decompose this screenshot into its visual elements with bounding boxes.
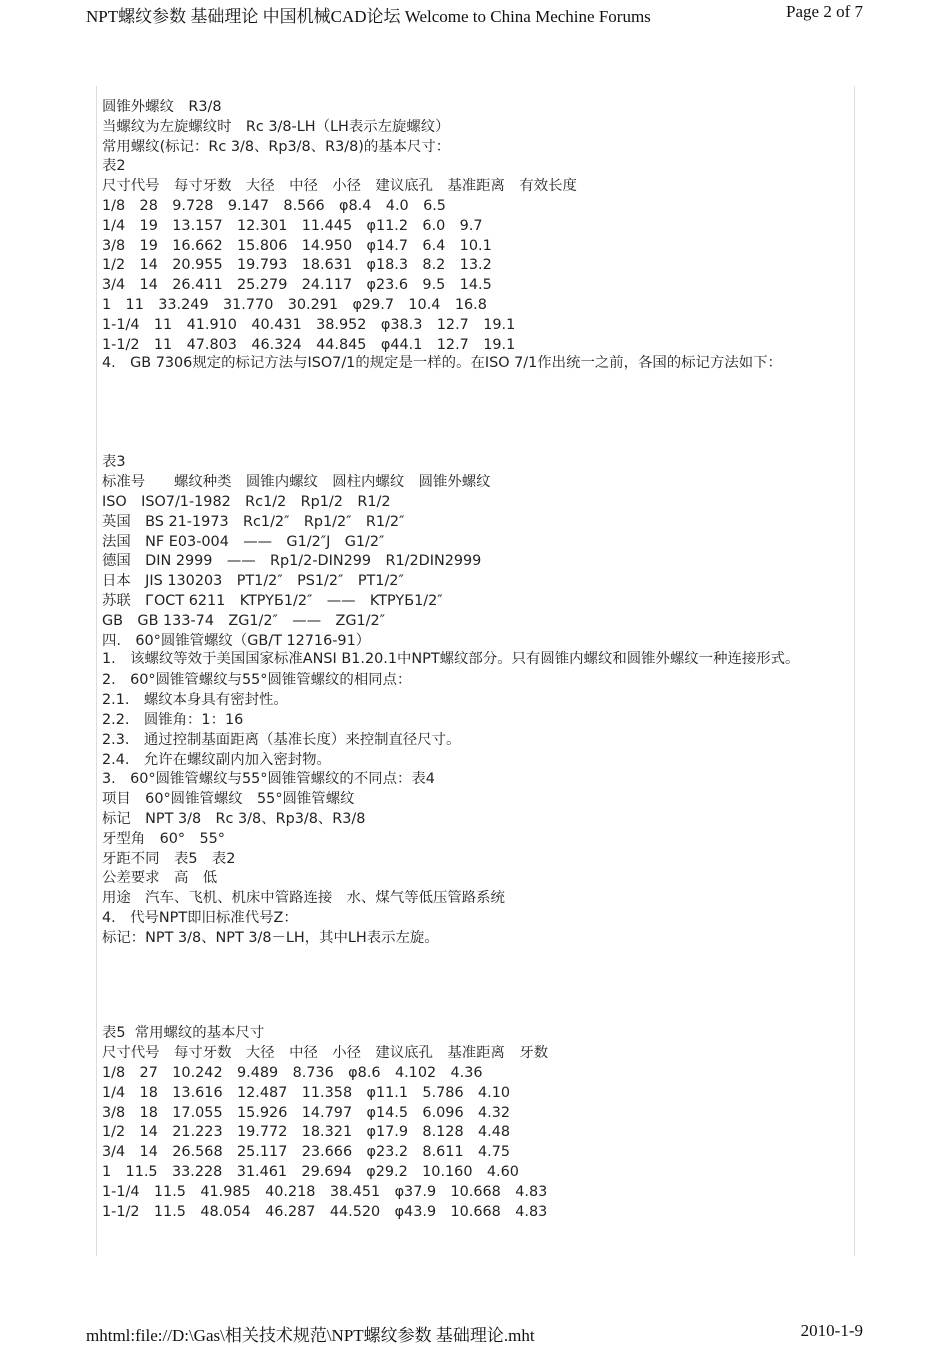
text-line: 公差要求 高 低 — [102, 870, 218, 887]
text-line: 1-1/4 11.5 41.985 40.218 38.451 φ37.9 10.668 4.83 — [102, 1183, 548, 1200]
section-table3 — [102, 453, 842, 651]
text-line: 3/8 19 16.662 15.806 14.950 φ14.7 6.4 10.1 — [102, 237, 492, 254]
text-line: 日本 JIS 130203 PT1/2″ PS1/2″ PT1/2″ — [102, 573, 404, 590]
text-line: 1-1/2 11 47.803 46.324 44.845 φ44.1 12.7 19.1 — [102, 336, 516, 353]
text-line: 表5 常用螺纹的基本尺寸 — [102, 1025, 265, 1042]
page-number: Page 2 of 7 — [786, 2, 863, 21]
text-line: 3/8 18 17.055 15.926 14.797 φ14.5 6.096 4.32 — [102, 1104, 511, 1121]
print-header — [0, 2, 950, 28]
text-line: 1-1/4 11 41.910 40.431 38.952 φ38.3 12.7 19.1 — [102, 316, 516, 333]
text-line: 德国 DIN 2999 —— Rp1/2-DIN299 R1/2DIN2999 — [102, 553, 482, 570]
text-line: 英国 BS 21-1973 Rc1/2″ Rp1/2″ R1/2″ — [102, 513, 405, 530]
text-line: 2. 60°圆锥管螺纹与55°圆锥管螺纹的相同点： — [102, 672, 412, 689]
text-line: 1-1/2 11.5 48.054 46.287 44.520 φ43.9 10.668 4.83 — [102, 1203, 548, 1220]
text-line: 标记 NPT 3/8 Rc 3/8、Rp3/8、R3/8 — [102, 810, 366, 827]
blank-gap — [102, 948, 842, 1024]
text-line: ISO ISO7/1-1982 Rc1/2 Rp1/2 R1/2 — [102, 493, 391, 510]
text-line: 1/2 14 21.223 19.772 18.321 φ17.9 8.128 4.48 — [102, 1124, 511, 1141]
text-line: 苏联 ГОСТ 6211 KTPYБ1/2″ —— KTPYБ1/2″ — [102, 592, 443, 609]
document-body — [102, 98, 842, 1222]
text-line: 1/8 27 10.242 9.489 8.736 φ8.6 4.102 4.36 — [102, 1065, 483, 1082]
text-line: 四. 60°圆锥管螺纹（GB/T 12716-91） — [102, 632, 371, 649]
section-table5 — [102, 1024, 842, 1222]
print-footer — [0, 1321, 950, 1343]
paragraph-gb7306: 4. GB 7306规定的标记方法与ISO7/1的规定是一样的。在ISO 7/1作出统一之前，各国的标记方法如下： — [102, 355, 782, 372]
text-line: 2.3. 通过控制基面距离（基准长度）来控制直径尺寸。 — [102, 731, 461, 748]
header-title: NPT螺纹参数 基础理论 中国机械CAD论坛 Welcome to China Mechine Forums — [86, 7, 651, 26]
text-line: 1/4 18 13.616 12.487 11.358 φ11.1 5.786 4.10 — [102, 1084, 511, 1101]
text-line: 表2 — [102, 158, 126, 175]
text-line: 1 11.5 33.228 31.461 29.694 φ29.2 10.160 4.60 — [102, 1164, 519, 1181]
section-table2 — [102, 98, 842, 355]
text-line: 标准号 螺纹种类 圆锥内螺纹 圆柱内螺纹 圆锥外螺纹 — [102, 474, 491, 491]
text-line: 法国 NF E03-004 —— G1/2″J G1/2″ — [102, 533, 385, 550]
text-line: 标记：NPT 3/8、NPT 3/8－LH，其中LH表示左旋。 — [102, 929, 439, 946]
text-line: 牙距不同 表5 表2 — [102, 850, 236, 867]
text-line: 尺寸代号 每寸牙数 大径 中径 小径 建议底孔 基准距离 有效长度 — [102, 178, 577, 195]
text-line: 表3 — [102, 454, 126, 471]
text-line: 圆锥外螺纹 R3/8 — [102, 99, 222, 115]
text-line: 3/4 14 26.411 25.279 24.117 φ23.6 9.5 14.5 — [102, 277, 492, 294]
text-line: 常用螺纹(标记：Rc 3/8、Rp3/8、R3/8)的基本尺寸： — [102, 138, 451, 155]
text-line: 4. 代号NPT即旧标准代号Z： — [102, 909, 298, 926]
section-npt — [102, 671, 842, 948]
text-line: 项目 60°圆锥管螺纹 55°圆锥管螺纹 — [102, 791, 355, 808]
print-date: 2010-1-9 — [800, 1321, 863, 1340]
text-line: 3. 60°圆锥管螺纹与55°圆锥管螺纹的不同点：表4 — [102, 771, 435, 788]
text-line: 1 11 33.249 31.770 30.291 φ29.7 10.4 16.8 — [102, 296, 487, 313]
text-line: GB GB 133-74 ZG1/2″ —— ZG1/2″ — [102, 612, 386, 629]
text-line: 牙型角 60° 55° — [102, 830, 225, 847]
text-line: 1/8 28 9.728 9.147 8.566 φ8.4 4.0 6.5 — [102, 197, 446, 214]
paragraph-ansi: 1. 该螺纹等效于美国国家标准ANSI B1.20.1中NPT螺纹部分。只有圆锥内螺纹和圆锥外螺纹一种连接形式。 — [102, 651, 800, 668]
text-line: 2.2. 圆锥角：1：16 — [102, 711, 244, 728]
text-line: 2.1. 螺纹本身具有密封性。 — [102, 692, 288, 709]
text-line: 用途 汽车、飞机、机床中管路连接 水、煤气等低压管路系统 — [102, 890, 505, 907]
file-path: mhtml:file://D:\Gas\相关技术规范\NPT螺纹参数 基础理论.mht — [86, 1326, 535, 1345]
text-line: 2.4. 允许在螺纹副内加入密封物。 — [102, 751, 331, 768]
text-line: 3/4 14 26.568 25.117 23.666 φ23.2 8.611 4.75 — [102, 1144, 511, 1161]
text-line: 当螺纹为左旋螺纹时 Rc 3/8-LH（LH表示左旋螺纹） — [102, 118, 450, 135]
blank-gap — [102, 375, 842, 453]
text-line: 1/4 19 13.157 12.301 11.445 φ11.2 6.0 9.7 — [102, 217, 483, 234]
text-line: 尺寸代号 每寸牙数 大径 中径 小径 建议底孔 基准距离 牙数 — [102, 1045, 549, 1062]
text-line: 1/2 14 20.955 19.793 18.631 φ18.3 8.2 13.2 — [102, 257, 492, 274]
